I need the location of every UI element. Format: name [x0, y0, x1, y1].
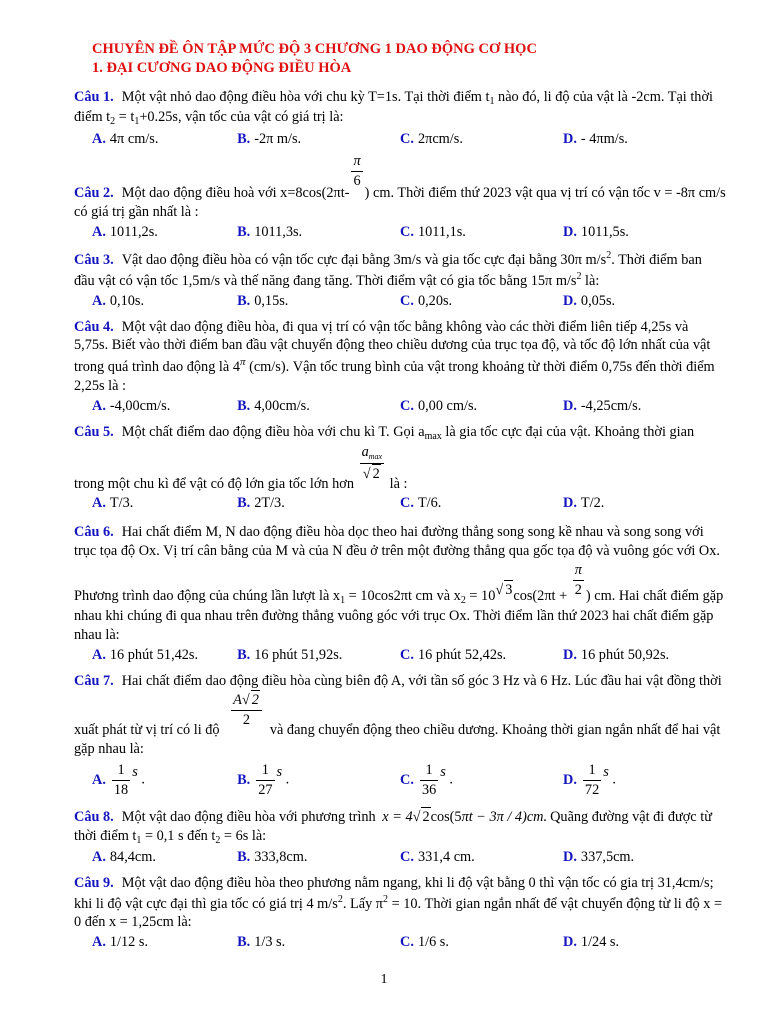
answer-a[interactable]: A. 1/12 s. — [92, 934, 149, 951]
answer-row — [74, 494, 726, 513]
answer-d[interactable]: D. - 4πm/s. — [563, 130, 628, 147]
question-text: Hai chất điểm M, N dao động điều hòa dọc theo hai đường thẳng song song kề nhau và song song với trục tọa độ Ox. Vị trí cân bằng của M và của N đều ở trên một đường thẳng qua gốc tọa độ và vuông góc với Ox. Phương trình dao động của chúng lần lượt là $x_1 = 10\cos 2\pi t$ cm và $x_2 = 10√$ 3cos(2πt + $\frac{\pi}{2}$ ) cm. Hai chất điểm gặp nhau khi chúng đi qua nhau trên đường thẳng vuông góc với trục Ox. Thời điểm lần thứ 2023 hai chất điểm gặp nhau là: — [74, 524, 724, 643]
answer-c[interactable]: C. 0,00 cm/s. — [400, 397, 478, 414]
question-7 — [74, 672, 726, 759]
answer-b[interactable]: B. -2π m/s. — [237, 130, 302, 147]
answer-c[interactable]: C. 2πcm/s. — [400, 130, 463, 147]
question-1 — [74, 88, 726, 128]
fraction-amax-sqrt2: $\frac{a_{max}}{√ 2}$ — [361, 443, 383, 482]
question-text: Một chất điểm dao động điều hòa với chu kì T. Gọi $a_{max}$ là gia tốc cực đại của vật. Khoảng thời gian trong một chu kì để vật có độ lớn gia tốc lớn hơn $\frac{a_{max}}{√ 2}$ là : — [74, 423, 695, 492]
page-number: 1 — [380, 972, 388, 987]
question-label: Câu 7. — [74, 672, 114, 689]
answer-c[interactable]: C. 1/6 s. — [400, 934, 449, 951]
answer-d[interactable]: D. 1011,5s. — [563, 224, 629, 241]
answer-b[interactable]: B. 1/3 s. — [237, 934, 286, 951]
answer-b[interactable]: B. 4,00cm/s. — [237, 397, 310, 414]
answer-a[interactable]: A. 0,10s. — [92, 292, 145, 309]
answer-c[interactable]: C. 1011,1s. — [400, 224, 466, 241]
fraction-a-sqrt2-over-2: $\frac{A√ 2}{2}$ — [231, 690, 262, 730]
question-text: Một dao động điều hoà với x=8cos(2πt- $\frac{\pi}{6}$ ) cm. Thời điểm thứ 2023 vật qua vị trí có vận tốc v = -8π cm/s có giá trị gần nhất là : — [74, 153, 726, 221]
answer-d[interactable]: D. 337,5cm. — [563, 848, 635, 865]
question-4 — [74, 318, 726, 396]
answer-b[interactable]: B. 0,15s. — [237, 292, 289, 309]
fraction-pi-2: $\frac{\pi}{2}$ — [574, 561, 582, 598]
answer-a[interactable]: A. T/3. — [92, 495, 134, 512]
question-3 — [74, 249, 726, 291]
question-label: Câu 2. — [74, 185, 114, 202]
question-8 — [74, 807, 726, 847]
answer-a[interactable]: A. $\frac{1}{18}$ s . — [92, 762, 145, 798]
answer-b[interactable]: B. 2T/3. — [237, 495, 285, 512]
question-2 — [74, 152, 726, 222]
answer-d[interactable]: D. -4,25cm/s. — [563, 397, 642, 414]
answer-b[interactable]: B. $\frac{1}{27}$ s . — [237, 762, 290, 798]
answer-d[interactable]: D. 16 phút 50,92s. — [563, 646, 670, 663]
question-text: Một vật dao động điều hòa với phương trình x = 4√ 2cos(5πt − 3π / 4)cm. Quãng đường vật đi được từ thời điểm $t_1 = 0,1$ s đến $t_2 = 6s$ là: — [74, 808, 712, 846]
answer-a[interactable]: A. -4,00cm/s. — [92, 397, 171, 414]
document-page — [74, 40, 726, 952]
question-text: Hai chất điểm dao động điều hòa cùng biên độ A, với tần số góc 3 Hz và 6 Hz. Lúc đầu hai vật đồng thời xuất phát từ vị trí có li độ $\frac{A√ 2}{2}$ và đang chuyển động theo chiều dương. Khoảng thời gian ngắn nhất để hai vật gặp nhau là: — [74, 672, 722, 758]
answer-row — [74, 130, 726, 149]
answer-row — [74, 848, 726, 867]
answer-d[interactable]: D. $\frac{1}{72}$ s . — [563, 762, 616, 798]
question-label: Câu 8. — [74, 808, 114, 825]
answer-c[interactable]: C. T/6. — [400, 495, 442, 512]
answer-row — [74, 223, 726, 242]
answer-a[interactable]: A. 16 phút 51,42s. — [92, 646, 199, 663]
question-label: Câu 1. — [74, 89, 114, 106]
section-heading: 1. ĐẠI CƯƠNG DAO ĐỘNG ĐIỀU HÒA — [92, 60, 352, 77]
question-label: Câu 6. — [74, 524, 114, 541]
question-text: Một vật nhỏ dao động điều hòa với chu kỳ T=1s. Tại thời điểm $t_1$ nào đó, li độ của vật là -2cm. Tại thời điểm $t_2 = t_1+0.25s$, vận tốc của vật có giá trị là: — [74, 89, 713, 128]
answer-row — [74, 397, 726, 416]
question-6 — [74, 523, 726, 644]
equation: x = 4√ 2cos(5πt − 3π / 4)cm. — [382, 808, 548, 825]
answer-a[interactable]: A. 4π cm/s. — [92, 130, 159, 147]
fraction: $\frac{\pi}{6}$ — [353, 153, 361, 190]
answer-a[interactable]: A. 1011,2s. — [92, 224, 158, 241]
question-text: Vật dao động điều hòa có vận tốc cực đại bằng 3m/s và gia tốc cực đại bằng 30π $m/s^2$. Thời điểm ban đầu vật có vận tốc 1,5m/s và thế năng đang tăng. Thời điểm vật có gia tốc bằng 15π $m/s^2$ là: — [74, 249, 702, 289]
question-text: Một vật dao động điều hòa, đi qua vị trí có vận tốc bằng không vào các thời điểm liên tiếp 4,25s và 5,75s. Biết vào thời điểm ban đầu vật chuyển động theo chiều dương của trục tọa độ, và tốc độ lớn nhất của vật trong quá trình dao động là $4^\pi$ (cm/s). Vận tốc trung bình của vật trong khoảng từ thời điểm 0,75s đến thời điểm 2,25s là : — [74, 318, 715, 395]
answer-b[interactable]: B. 333,8cm. — [237, 848, 308, 865]
answer-d[interactable]: D. 1/24 s. — [563, 934, 620, 951]
question-label: Câu 3. — [74, 251, 114, 268]
answer-row — [74, 292, 726, 311]
document-title: CHUYÊN ĐỀ ÔN TẬP MỨC ĐỘ 3 CHƯƠNG 1 DAO ĐỘNG CƠ HỌC — [92, 41, 537, 57]
question-text: Một vật dao động điều hòa theo phương nằm ngang, khi li độ vật bằng 0 thì vận tốc có gia trị 31,4cm/s; khi li độ vật cực đại thì gia tốc có giá trị 4 $m/s^2$. Lấy $\pi^2 = 10$. Thời gian ngắn nhất để vật chuyển động từ li độ x = 0 đến x = 1,25cm là: — [74, 874, 723, 931]
answer-row — [74, 761, 726, 800]
answer-c[interactable]: C. 0,20s. — [400, 292, 453, 309]
answer-d[interactable]: D. T/2. — [563, 495, 605, 512]
question-label: Câu 9. — [74, 874, 114, 891]
answer-d[interactable]: D. 0,05s. — [563, 292, 616, 309]
answer-c[interactable]: C. 16 phút 52,42s. — [400, 646, 507, 663]
question-label: Câu 5. — [74, 423, 114, 440]
question-9 — [74, 874, 726, 933]
answer-a[interactable]: A. 84,4cm. — [92, 848, 156, 865]
answer-b[interactable]: B. 1011,3s. — [237, 224, 303, 241]
answer-c[interactable]: C. $\frac{1}{36}$ s . — [400, 762, 453, 798]
answer-row — [74, 646, 726, 665]
question-5 — [74, 423, 726, 494]
question-label: Câu 4. — [74, 318, 114, 335]
answer-b[interactable]: B. 16 phút 51,92s. — [237, 646, 343, 663]
answer-c[interactable]: C. 331,4 cm. — [400, 848, 475, 865]
answer-row — [74, 933, 726, 952]
